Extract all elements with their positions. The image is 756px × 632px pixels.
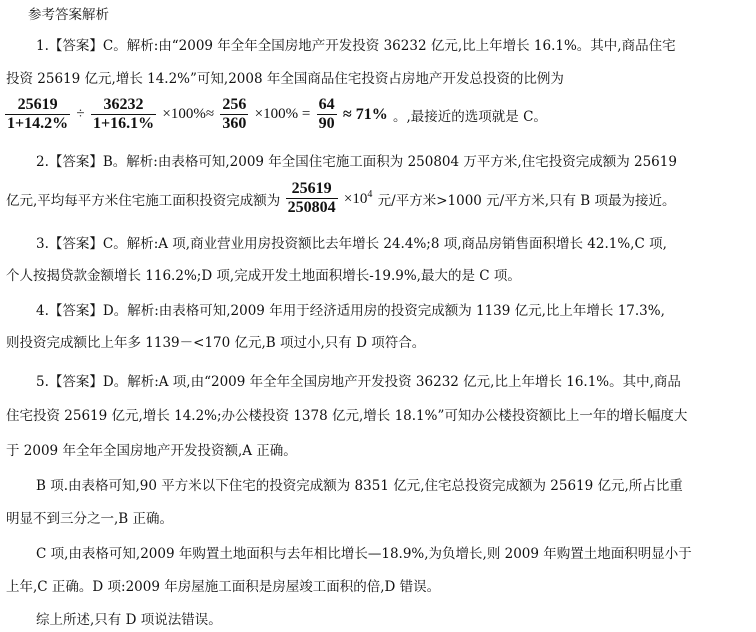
q4-line-1: 4.【答案】D。解析:由表格可知,2009 年用于经济适用房的投资完成额为 1139 亿元,比上年增长 17.3%, bbox=[36, 303, 665, 319]
q3-line-1: 3.【答案】C。解析:A 项,商业营业用房投资额比去年增长 24.4%;8 项,商品房销售面积增长 42.1%,C 项, bbox=[36, 236, 667, 252]
q4-line-2: 则投资完成额比上年多 1139－<170 亿元,B 项过小,只有 D 项符合。 bbox=[6, 335, 426, 351]
q2-exponent: 4 bbox=[367, 189, 373, 200]
q1-line-2: 投资 25619 亿元,增长 14.2%”可知,2008 年全国商品住宅投资占房地产开发总投资的比例为 bbox=[6, 71, 564, 87]
q2-fraction-numerator: 25619 bbox=[291, 180, 332, 197]
q5-line-7: 上年,C 正确。D 项:2009 年房屋施工面积是房屋竣工面积的倍,D 错误。 bbox=[6, 579, 441, 595]
fraction-3-numerator: 256 bbox=[222, 96, 247, 113]
fraction-4-numerator: 64 bbox=[318, 96, 335, 113]
fraction-2-denominator: 1+16.1% bbox=[92, 115, 155, 132]
fraction-1 bbox=[5, 96, 70, 133]
q2-line-1: 2.【答案】B。解析:由表格可知,2009 年全国住宅施工面积为 250804 万平方米,住宅投资完成额为 25619 bbox=[36, 154, 677, 170]
q2-line-2 bbox=[6, 180, 756, 224]
q5-line-2: 住宅投资 25619 亿元,增长 14.2%;办公楼投资 1378 亿元,增长 18.1%”可知办公楼投资额比上一年的增长幅度大 bbox=[6, 408, 688, 424]
q3-line-2: 个人按揭贷款金额增长 116.2%;D 项,完成开发土地面积增长-19.9%,最大的是 C 项。 bbox=[6, 268, 521, 284]
q2-times-ten: ×10 bbox=[343, 191, 368, 207]
q5-line-4: B 项.由表格可知,90 平方米以下住宅的投资完成额为 8351 亿元,住宅总投资完成额为 25619 亿元,所占比重 bbox=[36, 478, 683, 494]
fraction-1-denominator: 1+14.2% bbox=[7, 115, 69, 132]
fraction-1-numerator: 25619 bbox=[17, 96, 58, 113]
q5-line-6: C 项,由表格可知,2009 年购置土地面积与去年相比增长—18.9%,为负增长,则 2009 年购置土地面积明显小于 bbox=[36, 546, 692, 562]
fraction-4-denominator: 90 bbox=[318, 115, 335, 132]
q5-line-3: 于 2009 年全年全国房地产开发投资额,A 正确。 bbox=[6, 443, 297, 459]
q2-fraction-denominator: 250804 bbox=[287, 199, 336, 216]
fraction-2-numerator: 36232 bbox=[103, 96, 144, 113]
q2-line-2-prefix: 亿元,平均每平方米住宅施工面积投资完成额为 bbox=[6, 192, 281, 209]
approx-result: ≈ 71% bbox=[342, 105, 388, 123]
q1-line-1: 1.【答案】C。解析:由“2009 年全年全国房地产开发投资 36232 亿元,比上年增长 16.1%。其中,商品住宅 bbox=[36, 38, 676, 54]
q2-power-term bbox=[343, 189, 373, 208]
q2-line-2-suffix: 元/平方米>1000 元/平方米,只有 B 项最为接近。 bbox=[377, 192, 676, 209]
fraction-3 bbox=[220, 96, 248, 133]
times-percent-approx: ×100%≈ bbox=[162, 106, 215, 122]
q1-conclusion: 。,最接近的选项就是 C。 bbox=[393, 108, 547, 125]
q1-formula bbox=[4, 96, 756, 140]
fraction-4 bbox=[317, 96, 337, 133]
section-header: 参考答案解析 bbox=[28, 7, 109, 23]
q5-summary: 综上所述,只有 D 项说法错误。 bbox=[36, 612, 222, 628]
times-percent-equals: ×100% = bbox=[254, 106, 311, 122]
fraction-3-denominator: 360 bbox=[222, 115, 247, 132]
divide-sign: ÷ bbox=[76, 106, 85, 122]
fraction-2 bbox=[91, 96, 156, 133]
q5-line-5: 明显不到三分之一,B 正确。 bbox=[6, 511, 174, 527]
q5-line-1: 5.【答案】D。解析:A 项,由“2009 年全年全国房地产开发投资 36232 亿元,比上年增长 16.1%。其中,商品 bbox=[36, 374, 681, 390]
q2-fraction bbox=[286, 180, 338, 217]
